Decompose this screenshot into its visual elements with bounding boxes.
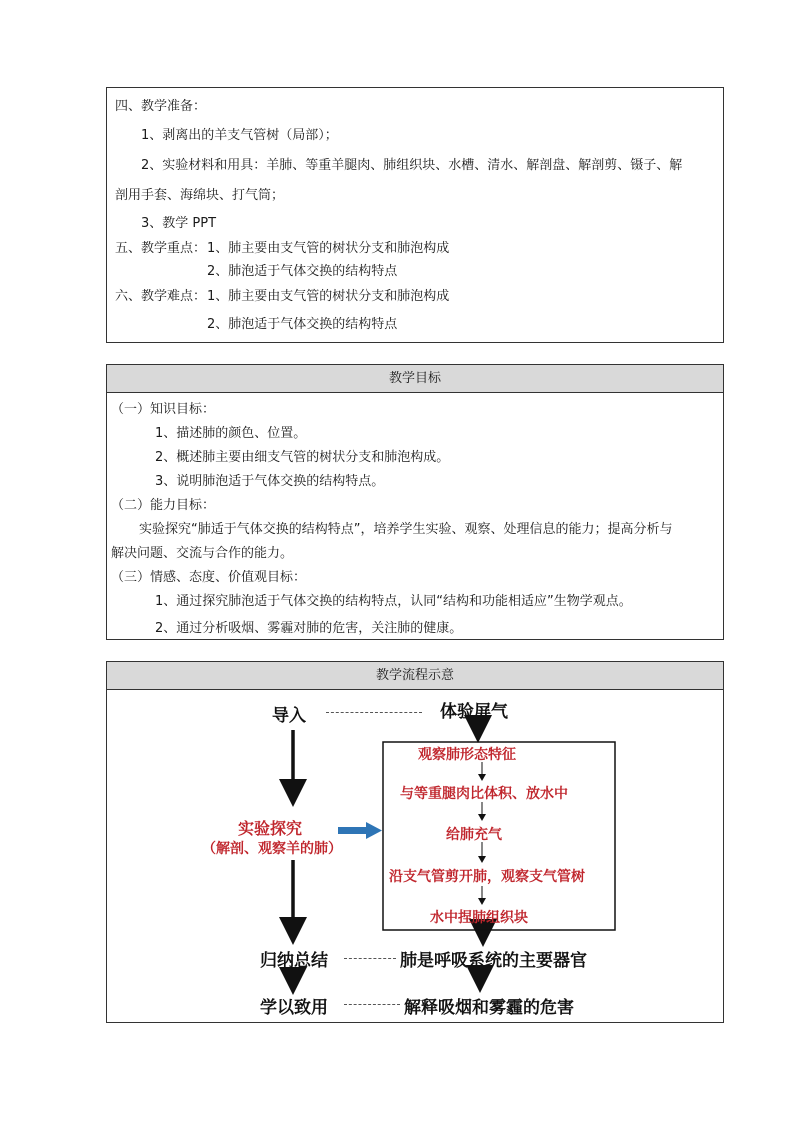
dash-apply xyxy=(344,1004,400,1005)
knowledge-item: 2、概述肺主要由细支气管的树状分支和肺泡构成。 xyxy=(155,450,450,465)
flow-intro: 导入 xyxy=(272,706,306,726)
emotion-title: （三）情感、态度、价值观目标： xyxy=(111,570,307,585)
flow-apply-right: 解释吸烟和雾霾的危害 xyxy=(404,998,574,1018)
ability-line: 实验探究“肺适于气体交换的结构特点”，培养学生实验、观察、处理信息的能力；提高分析与 xyxy=(139,522,673,537)
blue-arrow-head xyxy=(366,822,382,839)
flow-apply: 学以致用 xyxy=(260,998,328,1018)
prep-item: 3、教学 PPT xyxy=(141,216,217,231)
ability-line: 解决问题、交流与合作的能力。 xyxy=(111,546,294,561)
difficult-points-title: 六、教学难点： xyxy=(115,289,207,304)
emotion-item: 1、通过探究肺泡适于气体交换的结构特点，认同“结构和功能相适应”生物学观点。 xyxy=(155,594,632,609)
key-point-item: 1、肺主要由支气管的树状分支和肺泡构成 xyxy=(207,241,450,256)
knowledge-title: （一）知识目标： xyxy=(111,402,216,417)
knowledge-item: 1、描述肺的颜色、位置。 xyxy=(155,426,307,441)
prep-item: 剖用手套、海绵块、打气筒； xyxy=(115,188,285,203)
prep-item: 1、剥离出的羊支气管树（局部）； xyxy=(141,128,338,143)
flow-step-2: 与等重腿肉比体积、放水中 xyxy=(400,786,568,802)
flow-header: 教学流程示意 xyxy=(107,662,723,690)
difficult-point-item: 1、肺主要由支气管的树状分支和肺泡构成 xyxy=(207,289,450,304)
knowledge-item: 3、说明肺泡适于气体交换的结构特点。 xyxy=(155,474,385,489)
dash-intro-breath xyxy=(326,712,422,713)
flow-explore-sub: （解剖、观察羊的肺） xyxy=(202,841,342,857)
flow-step-1: 观察肺形态特征 xyxy=(418,747,516,763)
flow-summary: 归纳总结 xyxy=(260,951,328,971)
flow-step-5: 水中捏肺组织块 xyxy=(430,910,528,926)
blue-arrow-shaft xyxy=(338,827,366,834)
difficult-point-item: 2、肺泡适于气体交换的结构特点 xyxy=(207,317,398,332)
key-point-item: 2、肺泡适于气体交换的结构特点 xyxy=(207,264,398,279)
flow-explore: 实验探究 xyxy=(238,819,303,838)
objectives-header: 教学目标 xyxy=(107,365,723,393)
dash-summary xyxy=(344,958,396,959)
ability-title: （二）能力目标： xyxy=(111,498,216,513)
flow-breath: 体验屏气 xyxy=(440,702,508,722)
key-points-title: 五、教学重点： xyxy=(115,241,207,256)
prep-title: 四、教学准备： xyxy=(115,99,207,114)
prep-item: 2、实验材料和用具：羊肺、等重羊腿肉、肺组织块、水槽、清水、解剖盘、解剖剪、镊子、解 xyxy=(141,158,683,173)
flow-step-3: 给肺充气 xyxy=(446,827,502,843)
flow-summary-right: 肺是呼吸系统的主要器官 xyxy=(400,951,587,971)
emotion-item: 2、通过分析吸烟、雾霾对肺的危害，关注肺的健康。 xyxy=(155,621,463,636)
flow-step-4: 沿支气管剪开肺，观察支气管树 xyxy=(389,869,585,885)
